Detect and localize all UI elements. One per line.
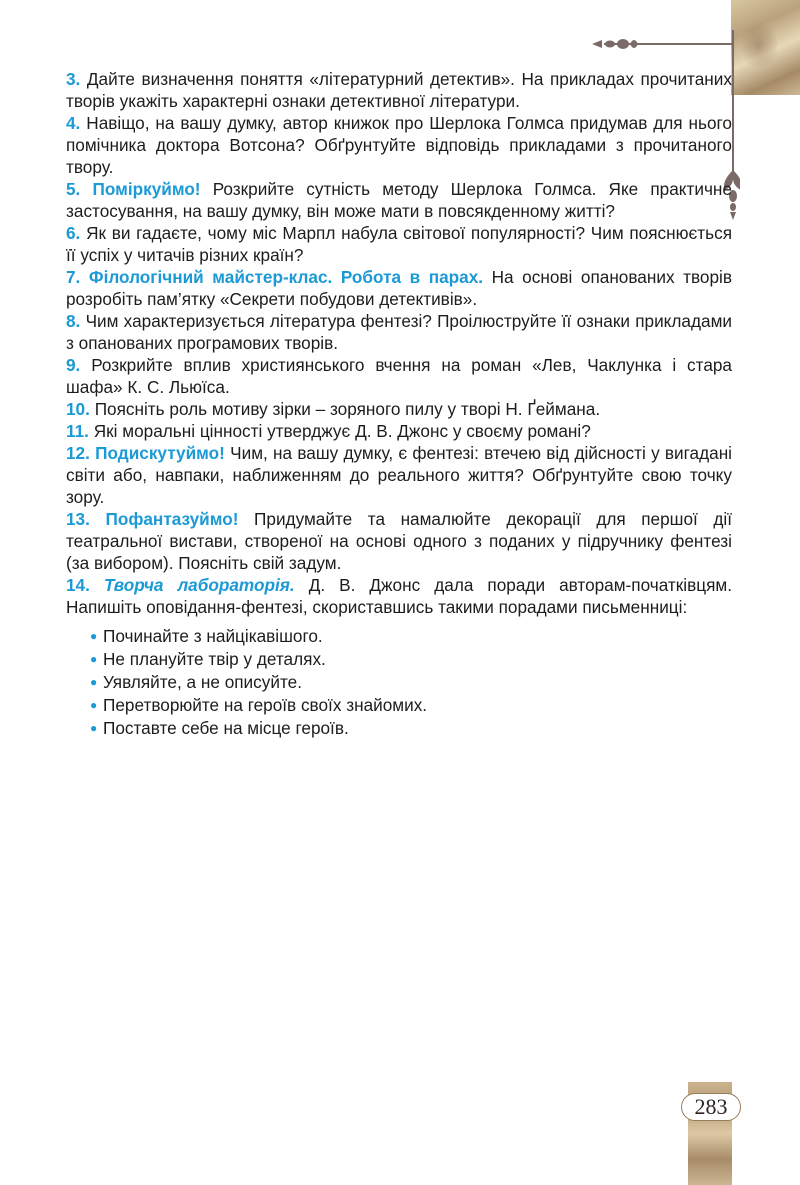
question-heading: Подискутуймо!	[95, 443, 225, 463]
list-item: ● Поставте себе на місце героїв.	[90, 718, 349, 738]
question-number: 7.	[66, 267, 81, 287]
question-number: 13.	[66, 509, 90, 529]
question-number: 3.	[66, 69, 81, 89]
list-item: ● Перетворюйте на героїв своїх знайомих.	[90, 695, 428, 715]
question-text: Чим, на вашу думку, є фентезі: втечею від дійсності у вигадані світи або, навпаки, наближенням до реального життя? Обґрунтуйте свою точку зору.	[66, 443, 733, 507]
corner-illustration	[731, 0, 800, 95]
question-number: 6.	[66, 223, 81, 243]
bullet-icon: ●	[90, 675, 98, 689]
question-8	[66, 310, 732, 354]
question-text: Чим характеризується література фентезі? Проілюструйте її ознаки прикладами з опанованих програмових творів.	[66, 311, 732, 353]
question-number: 5.	[66, 179, 81, 199]
question-text: Як ви гадаєте, чому міс Марпл набула світової популярності? Чим пояснюється її успіх у читачів різних країн?	[66, 223, 732, 265]
question-9	[66, 354, 732, 398]
question-text: Придумайте та намалюйте декорації для першої дії театральної вистави, створеної на основі одного з поданих у підручнику фентезі (за вибором). Поясніть свій задум.	[66, 509, 732, 573]
question-text: На основі опанованих творів розробіть пам’ятку «Секрети побудови детективів».	[66, 267, 732, 309]
bullet-icon: ●	[90, 652, 98, 666]
question-13	[66, 508, 732, 574]
question-text: Які моральні цінності утверджує Д. В. Джонс у своєму романі?	[93, 421, 591, 441]
question-heading: Пофантазуймо!	[105, 509, 239, 529]
question-10	[66, 398, 732, 420]
bullet-icon: ●	[90, 721, 98, 735]
bullet-icon: ●	[90, 698, 98, 712]
question-number: 10.	[66, 399, 90, 419]
question-number: 14.	[66, 575, 90, 595]
question-number: 9.	[66, 355, 81, 375]
question-text: Розкрийте сутність методу Шерлока Голмса. Яке практичне застосування, на вашу думку, він може мати в повсякденному житті?	[66, 179, 732, 221]
advice-list	[66, 625, 732, 740]
question-11	[66, 420, 732, 442]
question-text: Дайте визначення поняття «літературний детектив». На прикладах прочитаних творів укажіть характерні ознаки детективної літератури.	[66, 69, 732, 111]
list-item: ● Уявляйте, а не описуйте.	[90, 672, 302, 692]
question-text: Навіщо, на вашу думку, автор книжок про Шерлока Голмса придумав для нього помічника доктора Вотсона? Обґрунтуйте відповідь прикладами з прочитаного твору.	[66, 113, 732, 177]
question-number: 4.	[66, 113, 81, 133]
list-item: ● Починайте з найцікавішого.	[90, 626, 323, 646]
question-text: Поясніть роль мотиву зірки – зоряного пилу у творі Н. Ґеймана.	[94, 399, 601, 419]
bullet-icon: ●	[90, 629, 98, 643]
questions-list	[66, 68, 732, 740]
question-number: 11.	[66, 421, 89, 441]
question-number: 8.	[66, 311, 81, 331]
question-6	[66, 222, 732, 266]
question-text: Розкрийте вплив християнського вчення на роман «Лев, Чаклунка і стара шафа» К. С. Льюїса.	[66, 355, 732, 397]
question-12	[66, 442, 732, 508]
question-3	[66, 68, 732, 112]
question-number: 12.	[66, 443, 90, 463]
list-item: ● Не плануйте твір у деталях.	[90, 649, 326, 669]
question-text: Д. В. Джонс дала поради авторам-початківцям. Напишіть оповідання-фентезі, скориставшись такими порадами письменниці:	[66, 575, 732, 617]
question-heading: Творча лабораторія.	[103, 575, 295, 595]
question-5	[66, 178, 732, 222]
question-7	[66, 266, 732, 310]
question-heading: Філологічний майстер-клас. Робота в парах.	[88, 267, 484, 287]
question-4	[66, 112, 732, 178]
question-14	[66, 574, 732, 618]
page-number: 283	[681, 1093, 741, 1121]
question-heading: Поміркуймо!	[92, 179, 201, 199]
